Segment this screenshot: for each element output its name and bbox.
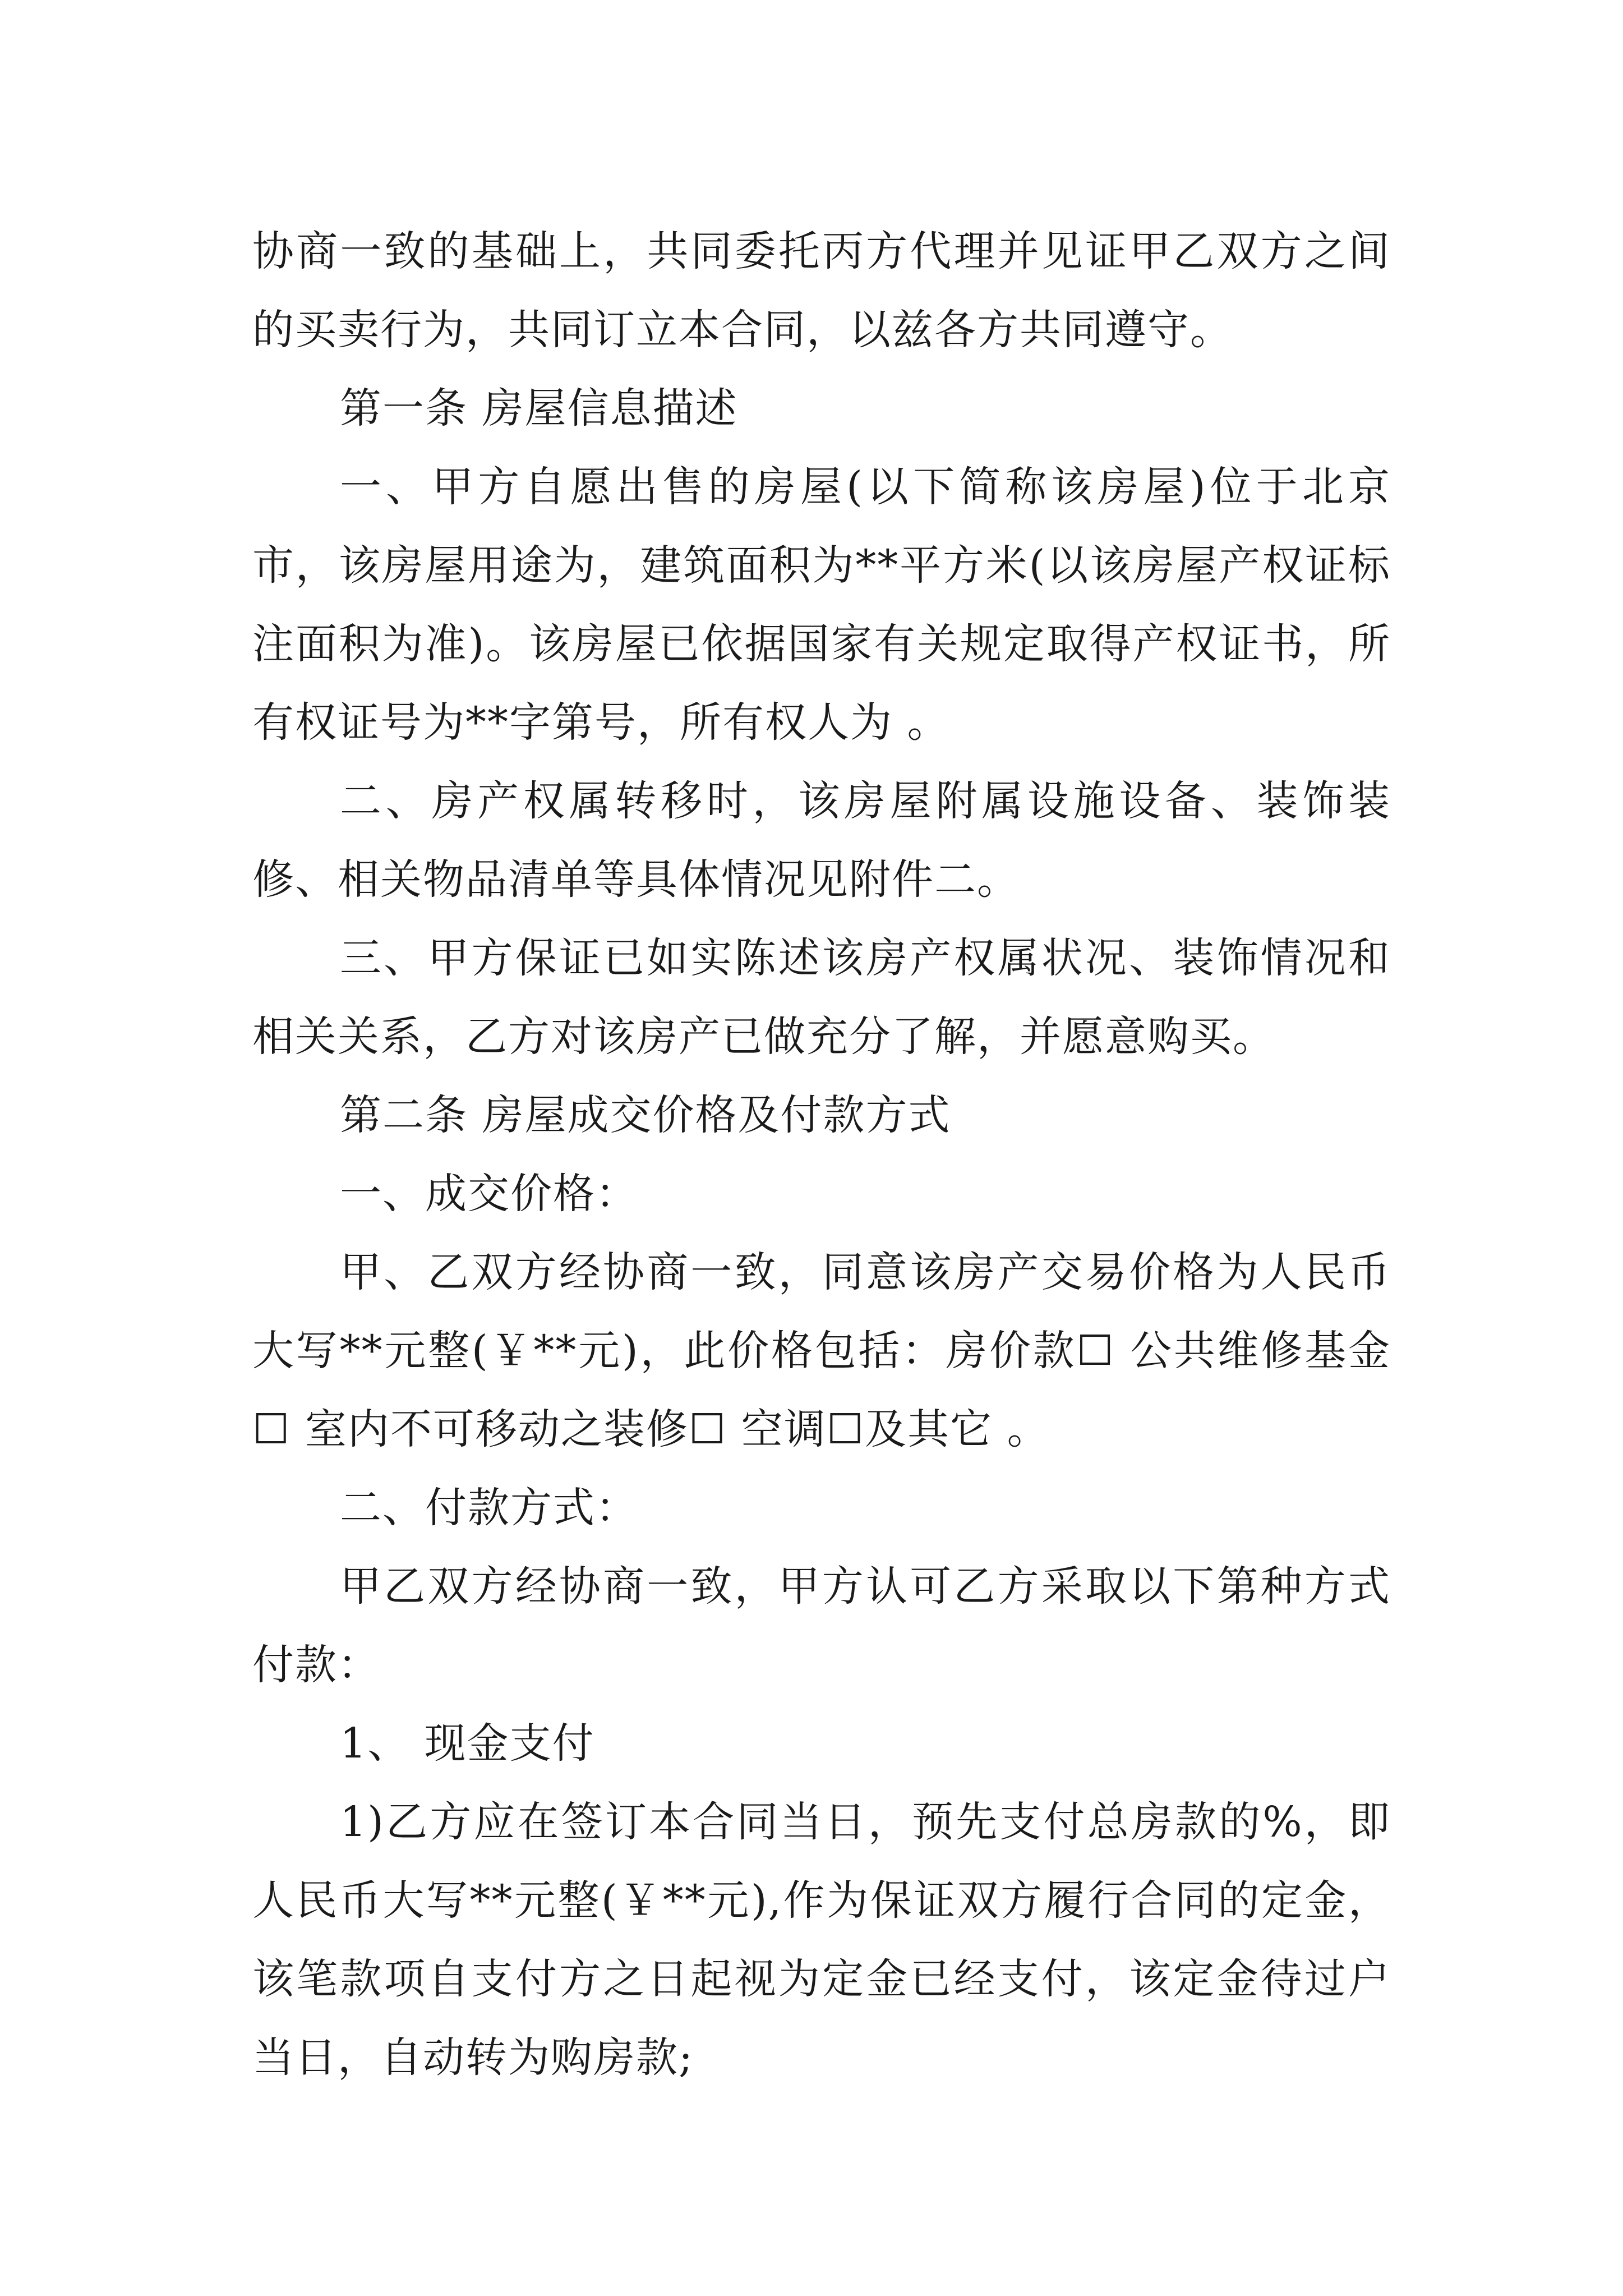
article-2-section-price-heading: 一、成交价格： bbox=[340, 1170, 638, 1218]
article-2-payment-text: 甲乙双方经协商一致，甲方认可乙方采取以下第种方式付款： bbox=[252, 1562, 1391, 1689]
payment-option-cash-item-1: 1)乙方应在签订本合同当日，预先支付总房款的%，即人民币大写**元整(￥**元),作为保证双方履行合同的定金，该笔款项自支付方之日起视为定金已经支付，该定金待过户当日，自动转为购房款; bbox=[252, 1798, 1391, 2082]
payment-option-cash-heading: 1、 现金支付 bbox=[340, 1719, 595, 1768]
article-2-section-payment-heading: 二、付款方式： bbox=[340, 1484, 638, 1532]
article-1-clause-2: 二、房产权属转移时，该房屋附属设施设备、装饰装修、相关物品清单等具体情况见附件二。 bbox=[252, 777, 1391, 904]
article-1-clause-3: 三、甲方保证已如实陈述该房产权属状况、装饰情况和相关关系，乙方对该房产已做充分了解，并愿意购买。 bbox=[252, 934, 1391, 1061]
article-2-heading: 第二条 房屋成交价格及付款方式 bbox=[340, 1091, 951, 1139]
paragraph-preamble: 协商一致的基础上，共同委托丙方代理并见证甲乙双方之间的买卖行为，共同订立本合同，以兹各方共同遵守。 bbox=[252, 227, 1391, 354]
article-1-heading: 第一条 房屋信息描述 bbox=[340, 384, 738, 432]
article-1-clause-1: 一、甲方自愿出售的房屋(以下简称该房屋)位于北京市，该房屋用途为，建筑面积为**平方米(以该房屋产权证标注面积为准)。该房屋已依据国家有关规定取得产权证书，所有权证号为**字第号，所有权人为 。 bbox=[252, 463, 1391, 747]
document-body bbox=[252, 212, 1391, 2097]
article-2-price-text: 甲、乙双方经协商一致，同意该房产交易价格为人民币大写**元整(￥**元)，此价格包括：房价款☐ 公共维修基金☐ 室内不可移动之装修☐ 空调☐及其它 。 bbox=[252, 1248, 1391, 1453]
